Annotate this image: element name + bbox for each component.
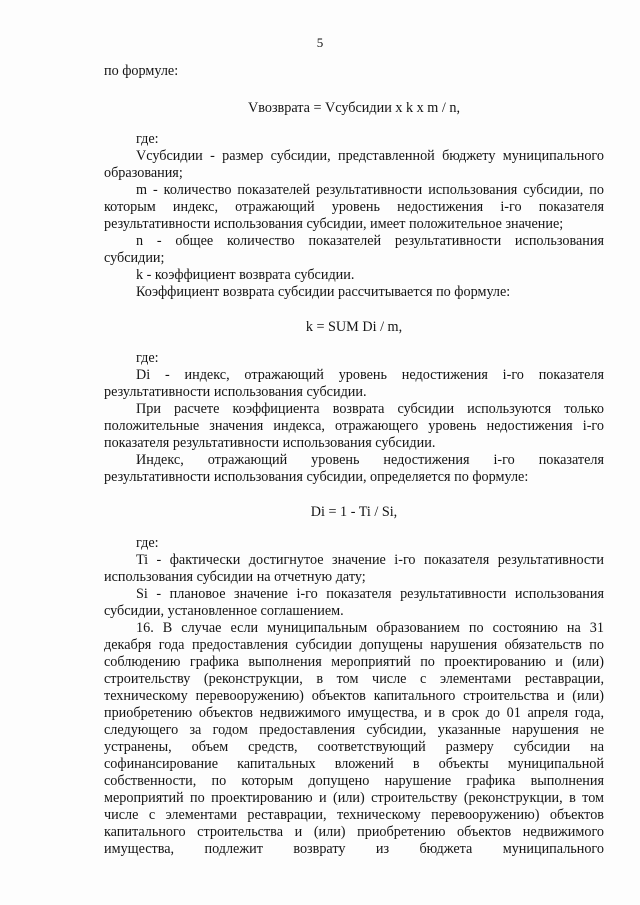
definition-di: Di - индекс, отражающий уровень недостижения i-го показателя результативности использования субсидии.: [104, 367, 604, 400]
coefficient-intro: Коэффициент возврата субсидии рассчитывается по формуле:: [136, 284, 511, 300]
definition-vsubsidy: Vсубсидии - размер субсидии, представленной бюджету муниципального образования;: [104, 148, 604, 181]
positive-values-note: При расчете коэффициента возврата субсидии используются только положительные значения индекса, отражающего уровень недостижения i-го показателя результативности использования субсидии.: [104, 401, 604, 451]
where-label: где:: [136, 535, 159, 551]
page-number: 5: [316, 35, 324, 50]
formula-return-volume: Vвозврата = Vсубсидии x k x m / n,: [248, 100, 460, 116]
definition-m: m - количество показателей результативности использования субсидии, по которым индекс, отражающий уровень недостижения i-го показателя результативности использования субсидии, имеет положительное значение;: [104, 182, 604, 232]
intro-line: по формуле:: [104, 63, 179, 79]
formula-coefficient: k = SUM Di / m,: [305, 319, 403, 335]
formula-index: Di = 1 - Ti / Si,: [310, 504, 398, 520]
definition-n: n - общее количество показателей результативности использования субсидии;: [104, 233, 604, 266]
where-label: где:: [136, 131, 159, 147]
paragraph-16: 16. В случае если муниципальным образованием по состоянию на 31 декабря года предоставления субсидии допущены нарушения обязательств по соблюдению графика выполнения мероприятий по проектированию и (или) строительству (реконструкции, в том числе с элементами реставрации, техническому перевооружению) объектов капитального строительства и (или) приобретению объектов недвижимого имущества, и в срок до 01 апреля года, следующего за годом предоставления субсидии, указанные нарушения не устранены, объем средств, соответствующий размеру субсидии на софинансирование капитальных вложений в объекты муниципальной собственности, по которым допущено нарушение графика выполнения мероприятий по проектированию и (или) строительству (реконструкции, в том числе с элементами реставрации, техническому перевооружению) объектов капитального строительства и (или) приобретению объектов недвижимого имущества, подлежит возврату из бюджета муниципального: [104, 620, 604, 857]
index-intro: Индекс, отражающий уровень недостижения i-го показателя результативности использования субсидии, определяется по формуле:: [104, 452, 604, 485]
definition-k: k - коэффициент возврата субсидии.: [136, 267, 355, 283]
definition-si: Si - плановое значение i-го показателя результативности использования субсидии, установленное соглашением.: [104, 586, 604, 619]
where-label: где:: [136, 350, 159, 366]
definition-ti: Ti - фактически достигнутое значение i-го показателя результативности использования субсидии на отчетную дату;: [104, 552, 604, 585]
document-body: [104, 63, 604, 858]
